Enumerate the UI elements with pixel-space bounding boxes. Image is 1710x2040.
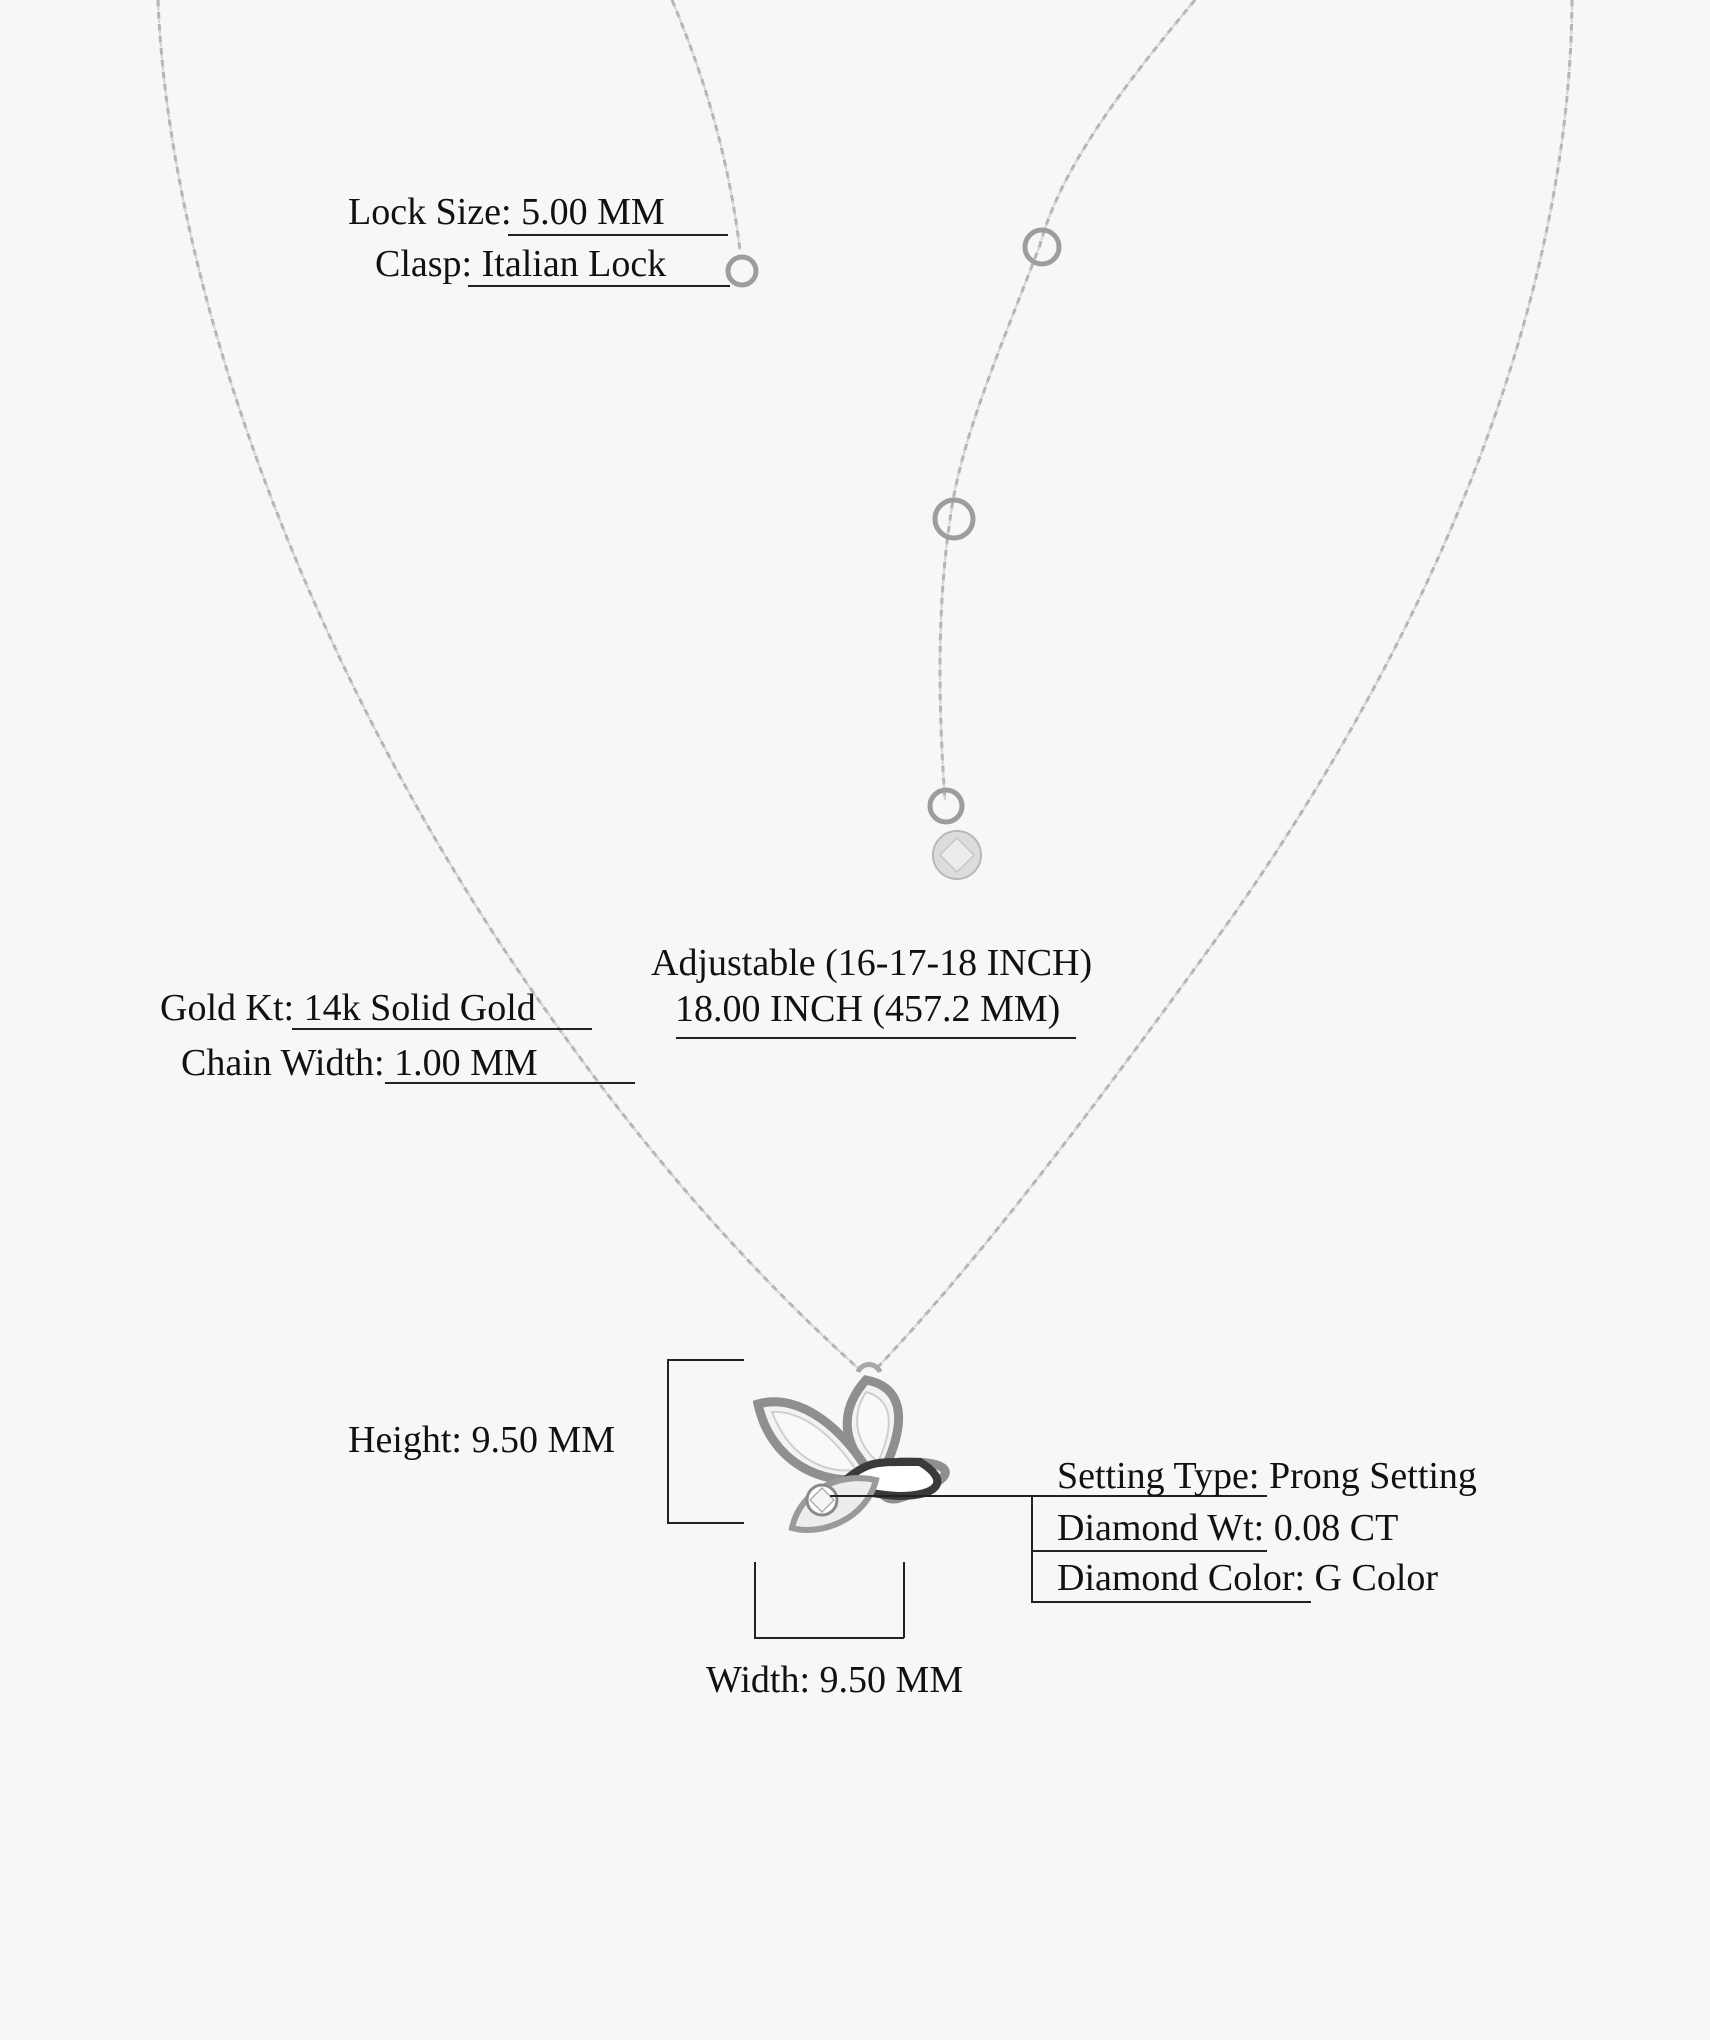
height-bracket-bottom <box>667 1522 744 1524</box>
width-bracket-right <box>903 1562 905 1638</box>
diamond-icon <box>807 1485 837 1515</box>
clasp-value: Italian Lock <box>481 243 667 285</box>
diamond-wt-label: Diamond Wt: 0.08 CT <box>1057 1507 1399 1549</box>
diamond-callout-spine <box>1031 1495 1033 1601</box>
height-value: 9.50 MM <box>471 1419 616 1461</box>
height-bracket-side <box>667 1359 669 1523</box>
lock-size-value: 5.00 MM <box>521 191 665 233</box>
height-bracket-top <box>667 1359 744 1361</box>
clasp-chain <box>672 0 740 250</box>
clasp-ring <box>728 257 756 285</box>
diamond-wt-rule <box>1031 1550 1267 1552</box>
gold-kt-rule <box>292 1028 592 1030</box>
width-label: Width: 9.50 MM <box>706 1659 964 1701</box>
setting-type-value: Prong Setting <box>1268 1455 1477 1497</box>
height-label: Height: 9.50 MM <box>348 1419 616 1461</box>
flower-pendant-icon <box>758 1380 945 1530</box>
lock-size-rule <box>508 234 728 236</box>
gold-kt-label: Gold Kt: 14k Solid Gold <box>160 987 536 1029</box>
width-bracket-left <box>754 1562 756 1638</box>
chain-width-rule <box>385 1082 635 1084</box>
width-value: 9.50 MM <box>819 1659 964 1701</box>
width-bracket-bottom <box>754 1637 904 1639</box>
length-value-text: 18.00 INCH (457.2 MM) <box>675 988 1061 1030</box>
diamond-color-rule <box>1031 1601 1311 1603</box>
diamond-color-value: G Color <box>1314 1557 1439 1599</box>
length-rule <box>676 1037 1076 1039</box>
diamond-wt-value: 0.08 CT <box>1273 1507 1399 1549</box>
gold-kt-value: 14k Solid Gold <box>303 987 536 1029</box>
length-adjustable-text: Adjustable (16-17-18 INCH) <box>651 942 1093 984</box>
extender-ring-2 <box>935 500 973 538</box>
chain-width-label: Chain Width: 1.00 MM <box>181 1042 538 1084</box>
chain-width-value: 1.00 MM <box>394 1042 538 1084</box>
necklace-chain-right <box>875 0 1572 1370</box>
diamond-color-label: Diamond Color: G Color <box>1057 1557 1439 1599</box>
pendant-bail <box>858 1365 880 1373</box>
clasp-label: Clasp: Italian Lock <box>375 243 667 285</box>
setting-type-label: Setting Type: Prong Setting <box>1057 1455 1477 1497</box>
extender-chain <box>940 0 1195 800</box>
lock-size-label: Lock Size: 5.00 MM <box>348 191 665 233</box>
clasp-rule <box>468 285 730 287</box>
